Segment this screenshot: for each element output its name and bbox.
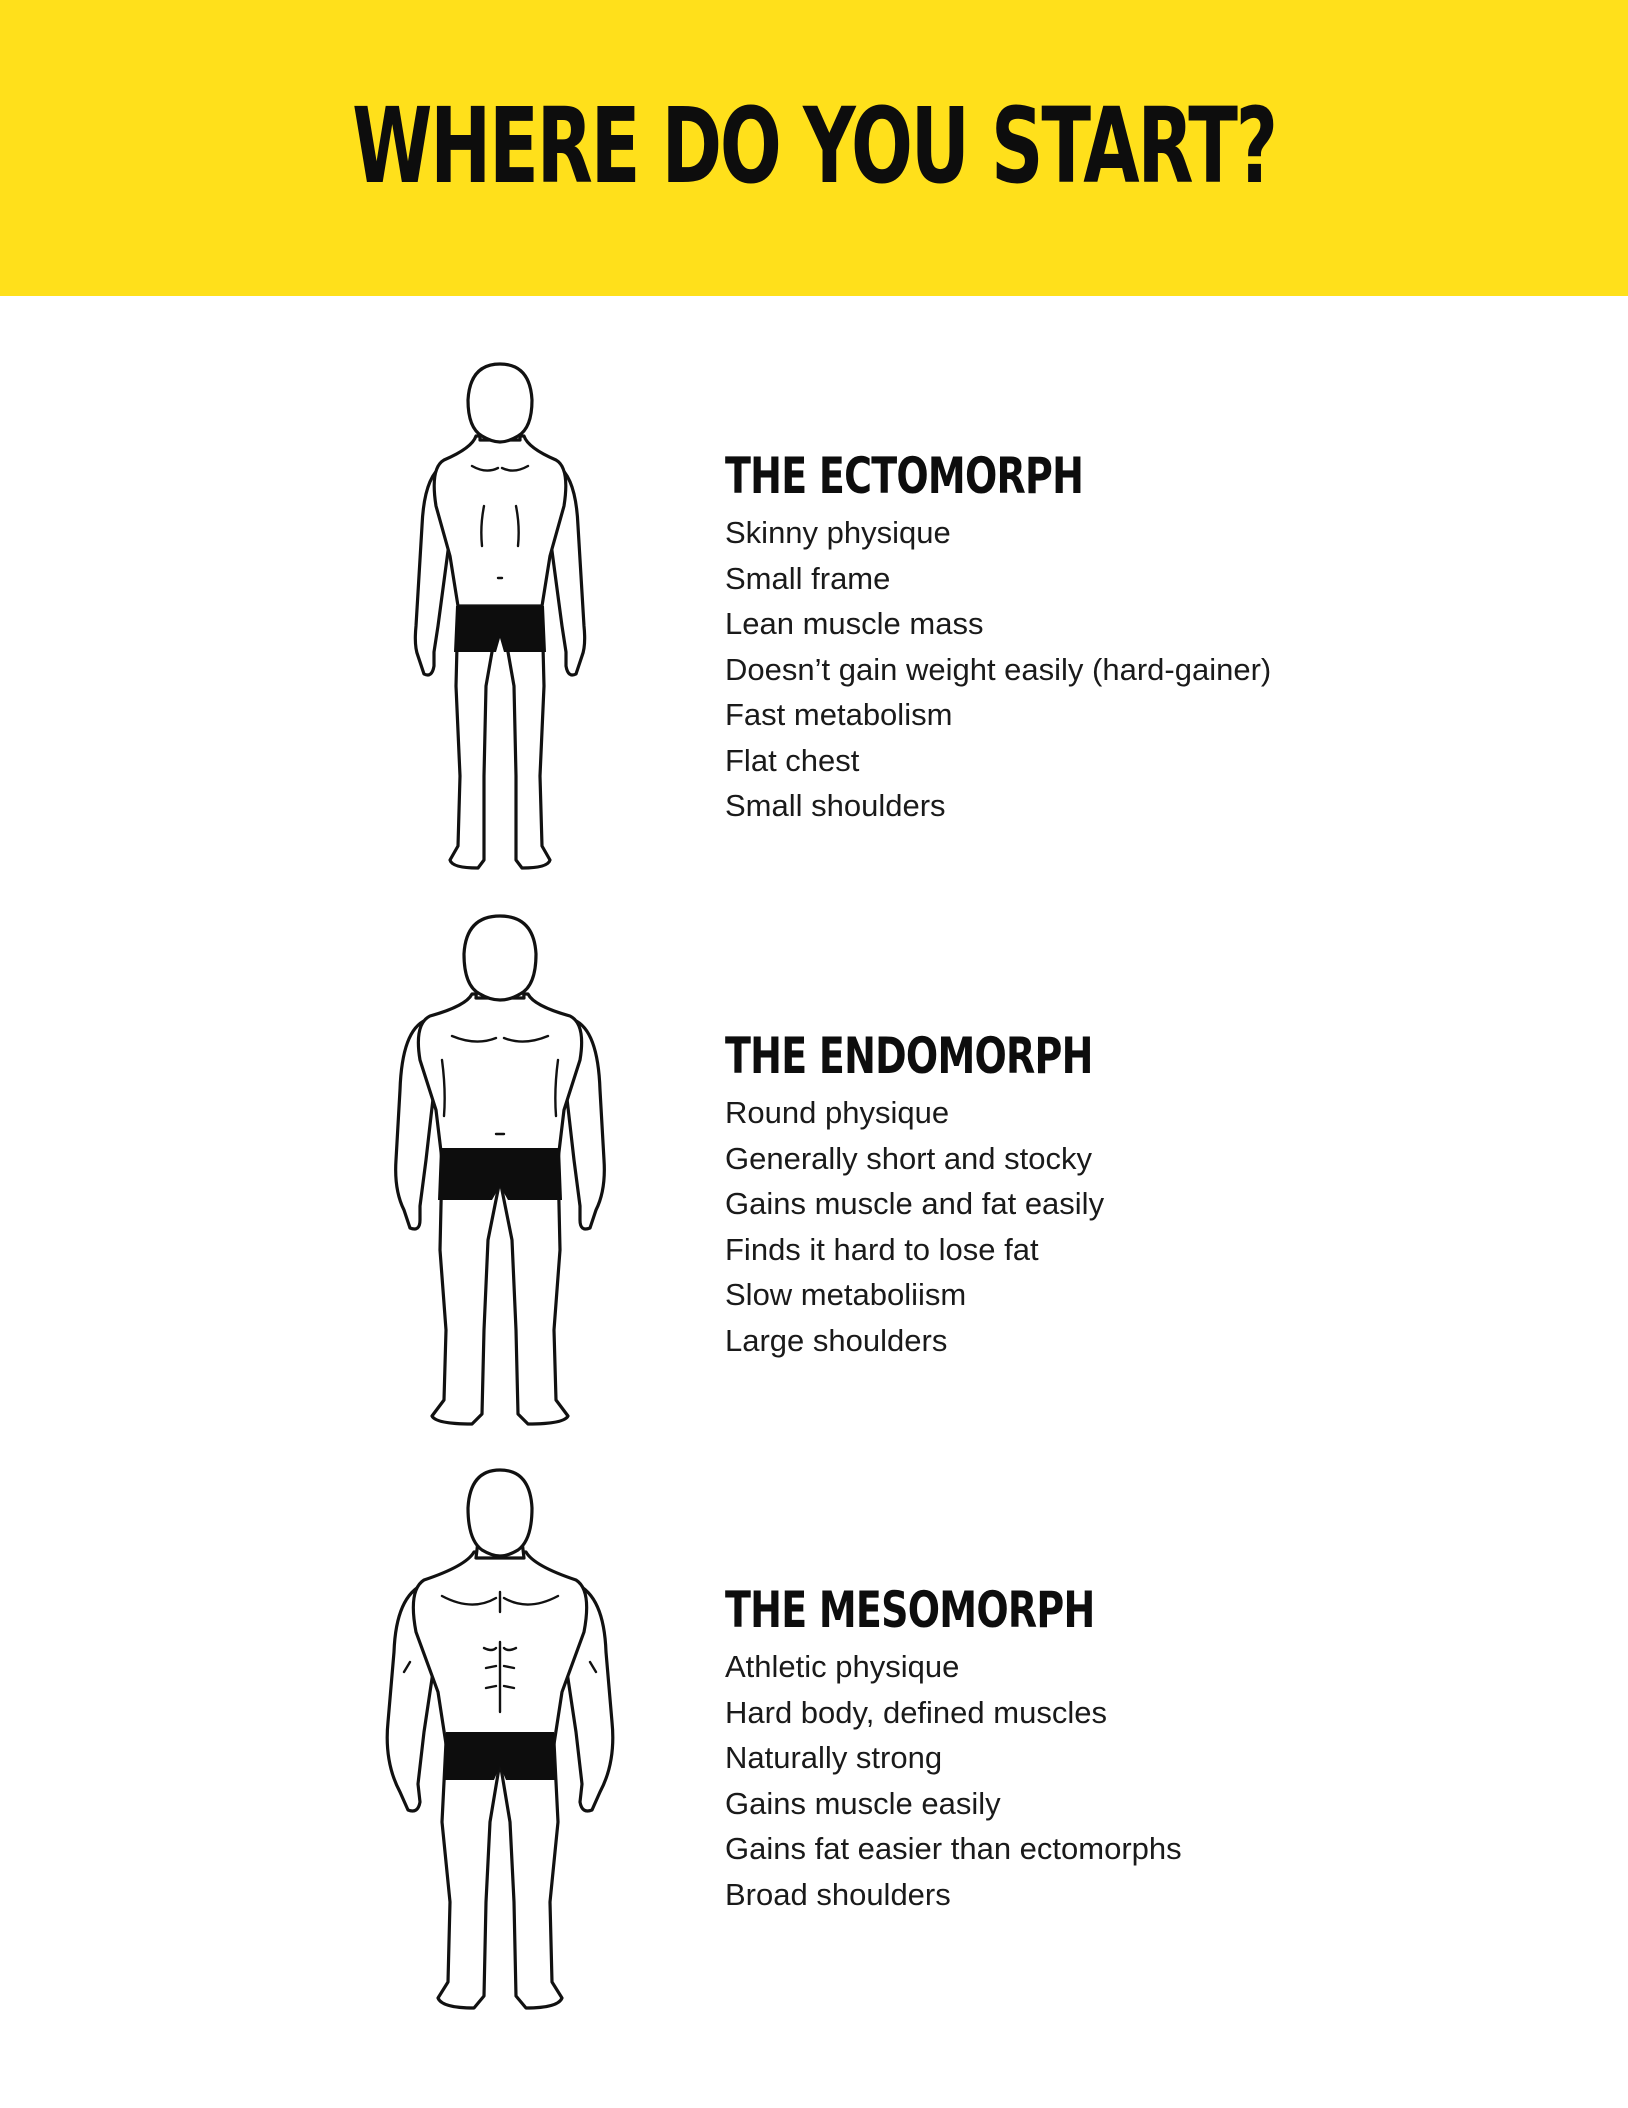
- trait-item: Lean muscle mass: [725, 606, 984, 641]
- endomorph-body-icon: [380, 910, 620, 1430]
- ectomorph-body-icon: [380, 356, 620, 876]
- trait-item: Slow metaboliism: [725, 1277, 967, 1312]
- page-title: WHERE DO YOU START?: [352, 85, 1276, 207]
- ectomorph-title: THE ECTOMORPH: [725, 447, 1084, 505]
- trait-item: Large shoulders: [725, 1322, 948, 1358]
- trait-item: Small frame: [725, 560, 891, 596]
- trait-item: Generally short and stocky: [725, 1140, 1093, 1176]
- trait-item: Small shoulders: [725, 788, 946, 823]
- trait-item: Naturally strong: [725, 1740, 943, 1775]
- mesomorph-info: [725, 1582, 1211, 1917]
- header-banner: [0, 0, 1628, 296]
- trait-item: Round physique: [725, 1095, 950, 1130]
- trait-item: Hard body, defined muscles: [725, 1694, 1107, 1730]
- trait-item: Broad shoulders: [725, 1876, 951, 1912]
- mesomorph-title: THE MESOMORPH: [725, 1581, 1095, 1639]
- trait-item: Finds it hard to lose fat: [725, 1231, 1039, 1267]
- trait-item: Doesn’t gain weight easily (hard-gainer): [725, 651, 1272, 687]
- mesomorph-body-icon: [380, 1462, 620, 2022]
- trait-item: Fast metabolism: [725, 697, 953, 732]
- endomorph-section: [0, 910, 1628, 1430]
- trait-item: Gains fat easier than ectomorphs: [725, 1831, 1182, 1866]
- endomorph-title: THE ENDOMORPH: [725, 1027, 1093, 1085]
- trait-item: Skinny physique: [725, 515, 951, 550]
- ectomorph-info: [725, 448, 1271, 829]
- endomorph-traits-list: [725, 1090, 1209, 1363]
- endomorph-info: [725, 1028, 1209, 1363]
- mesomorph-section: [0, 1462, 1628, 2022]
- trait-item: Flat chest: [725, 742, 860, 778]
- ectomorph-section: [0, 356, 1628, 876]
- trait-item: Gains muscle and fat easily: [725, 1186, 1105, 1221]
- mesomorph-traits-list: [725, 1644, 1211, 1917]
- trait-item: Athletic physique: [725, 1649, 960, 1684]
- trait-item: Gains muscle easily: [725, 1785, 1001, 1821]
- ectomorph-traits-list: [725, 510, 1271, 829]
